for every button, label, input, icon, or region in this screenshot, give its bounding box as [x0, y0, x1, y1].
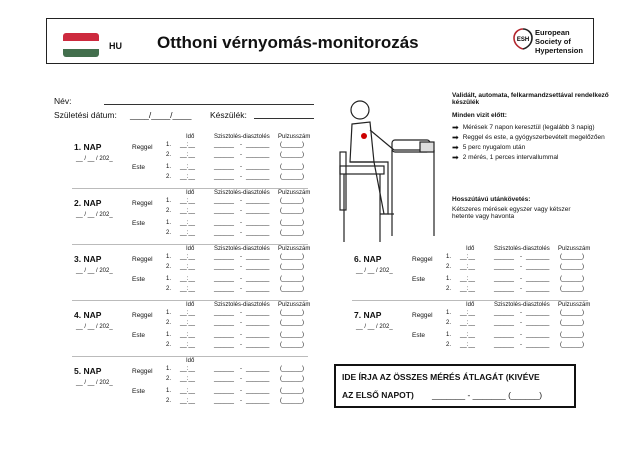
row-number: 2.: [166, 376, 172, 382]
dob-label: Születési dátum:: [54, 110, 117, 120]
dash-separator: -: [240, 264, 242, 270]
session-evening: Este: [132, 164, 146, 171]
dash-separator: -: [240, 142, 242, 148]
dash-separator: -: [240, 198, 242, 204]
date-field[interactable]: __ / __ / 202_: [356, 268, 393, 274]
time-field[interactable]: __:__: [460, 264, 476, 270]
time-field[interactable]: __:__: [180, 310, 196, 316]
pulse-field[interactable]: (______): [280, 152, 305, 158]
pulse-field[interactable]: (______): [280, 220, 305, 226]
pulse-field[interactable]: (______): [280, 142, 305, 148]
row-number: 2.: [166, 286, 172, 292]
systolic-field[interactable]: ______: [214, 254, 235, 260]
systolic-field[interactable]: ______: [214, 152, 235, 158]
systolic-field[interactable]: ______: [214, 286, 235, 292]
session-morning: Reggel: [132, 256, 153, 263]
diastolic-field[interactable]: _______: [246, 152, 270, 158]
average-field[interactable]: _______ - _______ (______): [432, 390, 543, 400]
pulse-field[interactable]: (______): [280, 366, 305, 372]
dash-separator: -: [240, 310, 242, 316]
dash-separator: -: [520, 320, 522, 326]
row-number: 1.: [166, 220, 172, 226]
day-separator: [72, 356, 308, 357]
diastolic-field[interactable]: _______: [246, 264, 270, 270]
time-field[interactable]: __:__: [180, 286, 196, 292]
dash-separator: -: [520, 276, 522, 282]
systolic-field[interactable]: ______: [494, 276, 515, 282]
row-number: 2.: [166, 342, 172, 348]
row-number: 2.: [446, 320, 452, 326]
diastolic-field[interactable]: _______: [246, 332, 270, 338]
header-banner: [46, 18, 594, 64]
pulse-field[interactable]: (______): [280, 310, 305, 316]
dash-separator: -: [240, 366, 242, 372]
time-field[interactable]: __:__: [460, 320, 476, 326]
time-field[interactable]: __:__: [180, 152, 196, 158]
arrow-right-icon: ➡: [452, 143, 459, 152]
session-evening: Este: [412, 332, 426, 339]
row-number: 1.: [166, 388, 172, 394]
systolic-field[interactable]: ______: [214, 198, 235, 204]
row-number: 2.: [166, 152, 172, 158]
pulse-field[interactable]: (______): [560, 286, 585, 292]
diastolic-field[interactable]: _______: [246, 174, 270, 180]
systolic-field[interactable]: ______: [494, 286, 515, 292]
pulse-field[interactable]: (______): [560, 332, 585, 338]
diastolic-field[interactable]: _______: [246, 164, 270, 170]
day-separator: [72, 300, 308, 301]
row-number: 2.: [166, 320, 172, 326]
dash-separator: -: [240, 388, 242, 394]
diastolic-field[interactable]: _______: [246, 310, 270, 316]
time-col-header: Idő: [186, 190, 195, 196]
sys-dia-col-header: Szisztolés-diasztolés: [214, 302, 270, 308]
date-field[interactable]: __ / __ / 202_: [76, 212, 113, 218]
pulse-col-header: Pulzusszám: [278, 190, 311, 196]
diastolic-field[interactable]: _______: [526, 342, 550, 348]
time-field[interactable]: __:__: [180, 174, 196, 180]
dash-separator: -: [240, 208, 242, 214]
row-number: 1.: [446, 254, 452, 260]
instructions-list: ➡ Mérések 7 napon keresztül (legalább 3 napig) ➡ Reggel és este, a gyógyszerbevételt megelőzően ➡ 5 perc nyugalom után ➡ 2 mérés, 1 perces intervallummal: [452, 123, 605, 162]
systolic-field[interactable]: ______: [214, 264, 235, 270]
systolic-field[interactable]: ______: [214, 366, 235, 372]
row-number: 2.: [166, 398, 172, 404]
diastolic-field[interactable]: _______: [526, 254, 550, 260]
dash-separator: -: [240, 398, 242, 404]
diastolic-field[interactable]: _______: [246, 208, 270, 214]
diastolic-field[interactable]: _______: [526, 286, 550, 292]
arrow-right-icon: ➡: [452, 153, 459, 162]
row-number: 1.: [166, 276, 172, 282]
systolic-field[interactable]: ______: [494, 332, 515, 338]
session-evening: Este: [132, 388, 146, 395]
dash-separator: -: [240, 342, 242, 348]
dash-separator: -: [240, 230, 242, 236]
diastolic-field[interactable]: _______: [526, 276, 550, 282]
time-col-header: Idő: [466, 246, 475, 252]
org-name: European Society of Hypertension: [535, 28, 583, 55]
row-number: 1.: [446, 332, 452, 338]
time-field[interactable]: __:__: [180, 398, 196, 404]
day-separator: [72, 244, 308, 245]
row-number: 2.: [166, 208, 172, 214]
row-number: 1.: [166, 366, 172, 372]
systolic-field[interactable]: ______: [214, 332, 235, 338]
time-col-header: Idő: [186, 246, 195, 252]
pulse-field[interactable]: (______): [280, 264, 305, 270]
diastolic-field[interactable]: _______: [246, 198, 270, 204]
systolic-field[interactable]: ______: [214, 398, 235, 404]
session-morning: Reggel: [132, 144, 153, 151]
sys-dia-col-header: Szisztolés-diasztolés: [214, 190, 270, 196]
day-label: 4. NAP: [74, 310, 102, 320]
pulse-field[interactable]: (______): [280, 164, 305, 170]
time-field[interactable]: __:__: [460, 332, 476, 338]
date-field[interactable]: __ / __ / 202_: [76, 268, 113, 274]
row-number: 1.: [166, 310, 172, 316]
systolic-field[interactable]: ______: [494, 254, 515, 260]
pulse-field[interactable]: (______): [280, 230, 305, 236]
day-separator: [72, 188, 308, 189]
row-number: 2.: [446, 286, 452, 292]
dash-separator: -: [240, 152, 242, 158]
session-morning: Reggel: [412, 312, 433, 319]
language-code: HU: [109, 41, 122, 51]
diastolic-field[interactable]: _______: [246, 388, 270, 394]
session-evening: Este: [132, 276, 146, 283]
time-field[interactable]: __:__: [180, 332, 196, 338]
diastolic-field[interactable]: _______: [246, 254, 270, 260]
dash-separator: -: [520, 310, 522, 316]
day-separator: [352, 300, 588, 301]
pulse-field[interactable]: (______): [280, 376, 305, 382]
pulse-field[interactable]: (______): [280, 398, 305, 404]
followup-title: Hosszútávú utánkövetés:: [452, 196, 531, 203]
pulse-field[interactable]: (______): [280, 286, 305, 292]
pulse-col-header: Pulzusszám: [278, 134, 311, 140]
sys-dia-col-header: Szisztolés-diasztolés: [214, 134, 270, 140]
diastolic-field[interactable]: _______: [246, 276, 270, 282]
day-label: 5. NAP: [74, 366, 102, 376]
dash-separator: -: [240, 286, 242, 292]
time-col-header: Idő: [186, 302, 195, 308]
row-number: 1.: [446, 276, 452, 282]
time-field[interactable]: __:__: [180, 342, 196, 348]
pulse-field[interactable]: (______): [280, 208, 305, 214]
systolic-field[interactable]: ______: [214, 320, 235, 326]
systolic-field[interactable]: ______: [214, 342, 235, 348]
diastolic-field[interactable]: _______: [246, 376, 270, 382]
systolic-field[interactable]: ______: [494, 310, 515, 316]
time-field[interactable]: __:__: [180, 230, 196, 236]
dob-field[interactable]: ____/____/____: [130, 110, 192, 120]
time-col-header: Idő: [186, 134, 195, 140]
device-field[interactable]: [254, 118, 314, 119]
dash-separator: -: [520, 332, 522, 338]
session-morning: Reggel: [132, 368, 153, 375]
session-morning: Reggel: [132, 312, 153, 319]
dash-separator: -: [520, 286, 522, 292]
dash-separator: -: [240, 276, 242, 282]
pulse-field[interactable]: (______): [560, 310, 585, 316]
day-label: 1. NAP: [74, 142, 102, 152]
session-evening: Este: [412, 276, 426, 283]
session-morning: Reggel: [412, 256, 433, 263]
average-instruction: IDE ÍRJA AZ ÖSSZES MÉRÉS ÁTLAGÁT (KIVÉVE: [342, 372, 540, 382]
dash-separator: -: [240, 164, 242, 170]
time-field[interactable]: __:__: [180, 320, 196, 326]
page-title: Otthoni vérnyomás-monitorozás: [157, 33, 419, 52]
pulse-col-header: Pulzusszám: [278, 246, 311, 252]
dash-separator: -: [240, 332, 242, 338]
day-label: 7. NAP: [354, 310, 382, 320]
time-field[interactable]: __:__: [180, 142, 196, 148]
pulse-field[interactable]: (______): [280, 174, 305, 180]
row-number: 1.: [166, 254, 172, 260]
pulse-field[interactable]: (______): [280, 332, 305, 338]
systolic-field[interactable]: ______: [214, 174, 235, 180]
device-note: Validált, automata, felkarmandzsettával rendelkező készülék: [452, 92, 609, 106]
time-field[interactable]: __:__: [460, 254, 476, 260]
systolic-field[interactable]: ______: [214, 230, 235, 236]
systolic-field[interactable]: ______: [494, 264, 515, 270]
systolic-field[interactable]: ______: [214, 276, 235, 282]
session-morning: Reggel: [132, 200, 153, 207]
time-col-header: Idő: [466, 302, 475, 308]
device-label: Készülék:: [210, 110, 247, 120]
systolic-field[interactable]: ______: [214, 164, 235, 170]
pulse-field[interactable]: (______): [280, 388, 305, 394]
row-number: 1.: [166, 198, 172, 204]
day-label: 3. NAP: [74, 254, 102, 264]
time-field[interactable]: __:__: [180, 208, 196, 214]
time-field[interactable]: __:__: [460, 342, 476, 348]
systolic-field[interactable]: ______: [214, 310, 235, 316]
esh-logo-icon: [513, 28, 533, 50]
diastolic-field[interactable]: _______: [526, 310, 550, 316]
pulse-field[interactable]: (______): [560, 254, 585, 260]
before-visit-title: Minden vizit előtt:: [452, 112, 507, 119]
average-box: [334, 364, 576, 408]
dash-separator: -: [240, 376, 242, 382]
systolic-field[interactable]: ______: [214, 220, 235, 226]
pulse-field[interactable]: (______): [560, 264, 585, 270]
dash-separator: -: [520, 254, 522, 260]
pulse-field[interactable]: (______): [280, 342, 305, 348]
pulse-field[interactable]: (______): [560, 276, 585, 282]
diastolic-field[interactable]: _______: [246, 286, 270, 292]
seated-patient-illustration: [334, 96, 444, 244]
sys-dia-col-header: Szisztolés-diasztolés: [214, 246, 270, 252]
time-field[interactable]: __:__: [180, 388, 196, 394]
diastolic-field[interactable]: _______: [246, 342, 270, 348]
pulse-field[interactable]: (______): [560, 342, 585, 348]
systolic-field[interactable]: ______: [214, 208, 235, 214]
svg-text:ESH: ESH: [516, 37, 530, 43]
time-field[interactable]: __:__: [460, 276, 476, 282]
diastolic-field[interactable]: _______: [526, 320, 550, 326]
time-field[interactable]: __:__: [180, 220, 196, 226]
dash-separator: -: [520, 342, 522, 348]
pulse-field[interactable]: (______): [280, 198, 305, 204]
row-number: 2.: [446, 264, 452, 270]
time-col-header: Idő: [186, 358, 195, 364]
name-field[interactable]: [104, 104, 314, 105]
date-field[interactable]: __ / __ / 202_: [76, 156, 113, 162]
systolic-field[interactable]: ______: [494, 342, 515, 348]
diastolic-field[interactable]: _______: [246, 320, 270, 326]
dash-separator: -: [240, 220, 242, 226]
arrow-right-icon: ➡: [452, 123, 459, 132]
date-field[interactable]: __ / __ / 202_: [76, 324, 113, 330]
diastolic-field[interactable]: _______: [246, 220, 270, 226]
pulse-field[interactable]: (______): [560, 320, 585, 326]
row-number: 1.: [166, 164, 172, 170]
diastolic-field[interactable]: _______: [526, 264, 550, 270]
pulse-field[interactable]: (______): [280, 254, 305, 260]
dash-separator: -: [240, 174, 242, 180]
arrow-right-icon: ➡: [452, 133, 459, 142]
followup-text: Kétszeres mérések egyszer vagy kétszer hetente vagy havonta: [452, 206, 571, 220]
time-field[interactable]: __:__: [180, 264, 196, 270]
sys-dia-col-header: Szisztolés-diasztolés: [494, 302, 550, 308]
time-field[interactable]: __:__: [180, 254, 196, 260]
pulse-field[interactable]: (______): [280, 276, 305, 282]
row-number: 2.: [446, 342, 452, 348]
pulse-field[interactable]: (______): [280, 320, 305, 326]
row-number: 1.: [166, 332, 172, 338]
systolic-field[interactable]: ______: [214, 142, 235, 148]
sys-dia-col-header: Szisztolés-diasztolés: [494, 246, 550, 252]
row-number: 1.: [166, 142, 172, 148]
time-field[interactable]: __:__: [180, 366, 196, 372]
time-field[interactable]: __:__: [180, 376, 196, 382]
row-number: 2.: [166, 230, 172, 236]
time-field[interactable]: __:__: [180, 198, 196, 204]
dash-separator: -: [240, 320, 242, 326]
systolic-field[interactable]: ______: [494, 320, 515, 326]
hungary-flag-icon: [63, 33, 99, 57]
date-field[interactable]: __ / __ / 202_: [76, 380, 113, 386]
time-field[interactable]: __:__: [180, 164, 196, 170]
diastolic-field[interactable]: _______: [526, 332, 550, 338]
session-evening: Este: [132, 332, 146, 339]
diastolic-field[interactable]: _______: [246, 366, 270, 372]
day-label: 6. NAP: [354, 254, 382, 264]
systolic-field[interactable]: ______: [214, 376, 235, 382]
diastolic-field[interactable]: _______: [246, 142, 270, 148]
average-instruction-2: AZ ELSŐ NAPOT): [342, 390, 414, 400]
time-field[interactable]: __:__: [460, 286, 476, 292]
date-field[interactable]: __ / __ / 202_: [356, 324, 393, 330]
pulse-col-header: Pulzusszám: [278, 302, 311, 308]
dash-separator: -: [240, 254, 242, 260]
row-number: 1.: [446, 310, 452, 316]
row-number: 2.: [166, 174, 172, 180]
session-evening: Este: [132, 220, 146, 227]
time-field[interactable]: __:__: [460, 310, 476, 316]
diastolic-field[interactable]: _______: [246, 398, 270, 404]
diastolic-field[interactable]: _______: [246, 230, 270, 236]
name-label: Név:: [54, 96, 72, 106]
systolic-field[interactable]: ______: [214, 388, 235, 394]
time-field[interactable]: __:__: [180, 276, 196, 282]
dash-separator: -: [520, 264, 522, 270]
day-label: 2. NAP: [74, 198, 102, 208]
pulse-col-header: Pulzusszám: [558, 246, 591, 252]
pulse-col-header: Pulzusszám: [558, 302, 591, 308]
row-number: 2.: [166, 264, 172, 270]
